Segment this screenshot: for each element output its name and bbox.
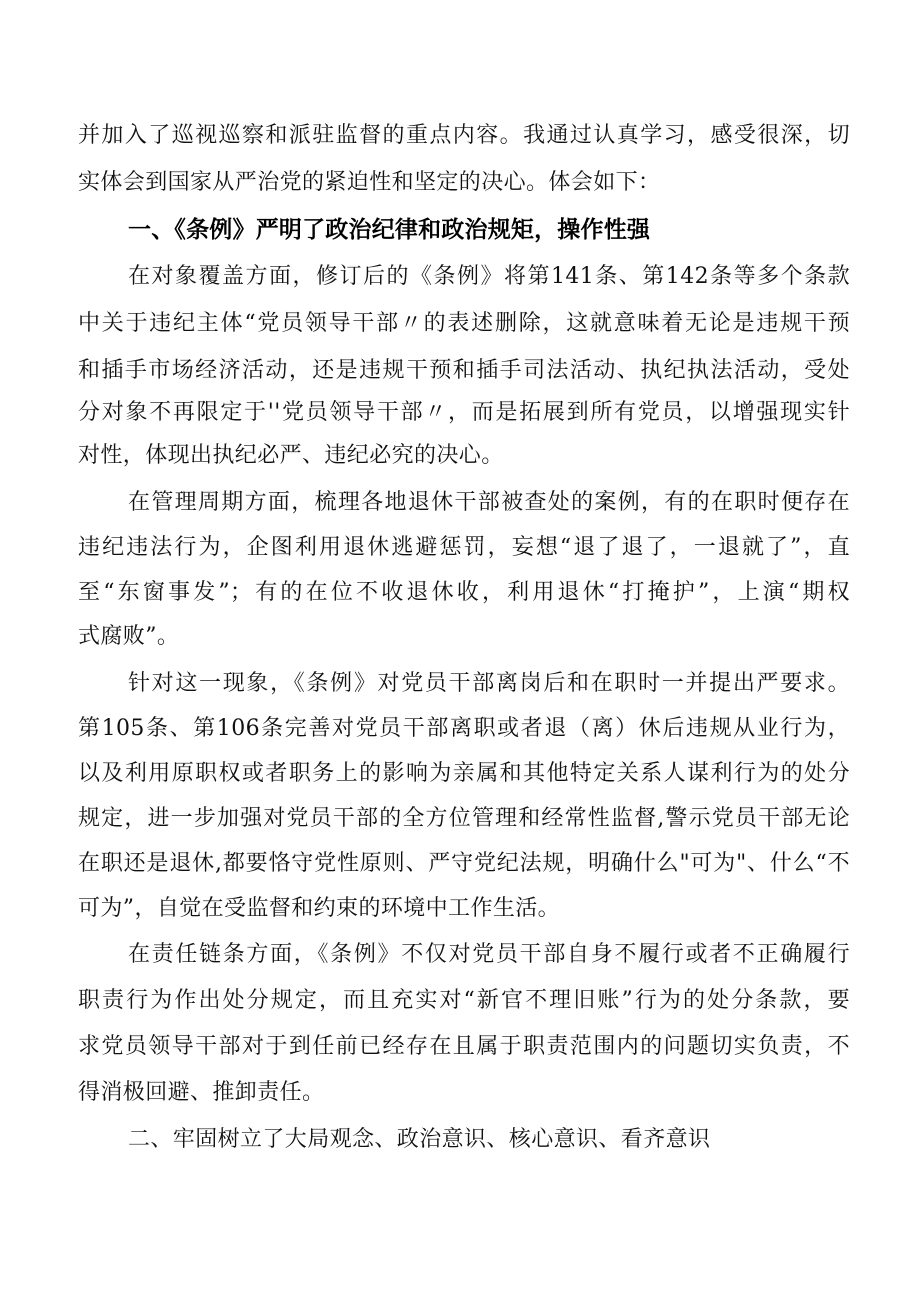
text-line: 在职还是退休,都要恪守党性原则、严守党纪法规，明确什么"可为"、什么“不	[78, 851, 850, 876]
text-line: 并加入了巡视巡察和派驻监督的重点内容。我通过认真学习，感受很深，切	[78, 123, 850, 148]
text-line: 求党员领导干部对于到任前已经存在且属于职责范围内的问题切实负责，不	[78, 1034, 850, 1059]
text-line: 式腐败”。	[78, 624, 180, 649]
text-line: 中关于违纪主体“党员领导干部〃的表述删除，这就意味着无论是违规干预	[78, 311, 850, 336]
text-line: 在对象覆盖方面，修订后的《条例》将第141条、第142条等多个条款	[128, 264, 850, 289]
text-line: 至“东窗事发”；有的在位不收退休收，利用退休“打掩护”，上演“期权	[78, 580, 850, 605]
text-line: 实体会到国家从严治党的紧迫性和坚定的决心。体会如下：	[78, 170, 661, 195]
text-line: 和插手市场经济活动，还是违规干预和插手司法活动、执纪执法活动，受处	[78, 358, 850, 383]
text-line: 分对象不再限定于''党员领导干部〃，而是拓展到所有党员，以增强现实针	[78, 400, 850, 425]
text-line: 违纪违法行为，企图利用退休逃避惩罚，妄想“退了退了，一退就了”，直	[78, 535, 850, 560]
text-line: 第105条、第106条完善对党员干部离职或者退（离）休后违规从业行为，	[78, 716, 850, 741]
section-heading-1: 一、《条例》严明了政治纪律和政治规矩，操作性强	[128, 217, 651, 243]
text-line: 职责行为作出处分规定，而且充实对“新官不理旧账”行为的处分条款，要	[78, 988, 850, 1013]
section-heading-2: 二、牢固树立了大局观念、政治意识、核心意识、看齐意识	[128, 1127, 711, 1152]
text-line: 以及利用原职权或者职务上的影响为亲属和其他特定关系人谋利行为的处分	[78, 761, 850, 786]
text-line: 规定，进一步加强对党员干部的全方位管理和经常性监督,警示党员干部无论	[78, 806, 850, 831]
text-line: 在管理周期方面，梳理各地退休干部被查处的案例，有的在职时便存在	[128, 490, 850, 515]
text-line: 针对这一现象，《条例》对党员干部离岗后和在职时一并提出严要求。	[128, 671, 850, 696]
text-line: 可为”，自觉在受监督和约束的环境中工作生活。	[78, 896, 561, 921]
text-line: 在责任链条方面，《条例》不仅对党员干部自身不履行或者不正确履行	[128, 942, 850, 967]
text-line: 得消极回避、推卸责任。	[78, 1080, 325, 1105]
text-line: 对性，体现出执纪必严、违纪必究的决心。	[78, 443, 504, 468]
